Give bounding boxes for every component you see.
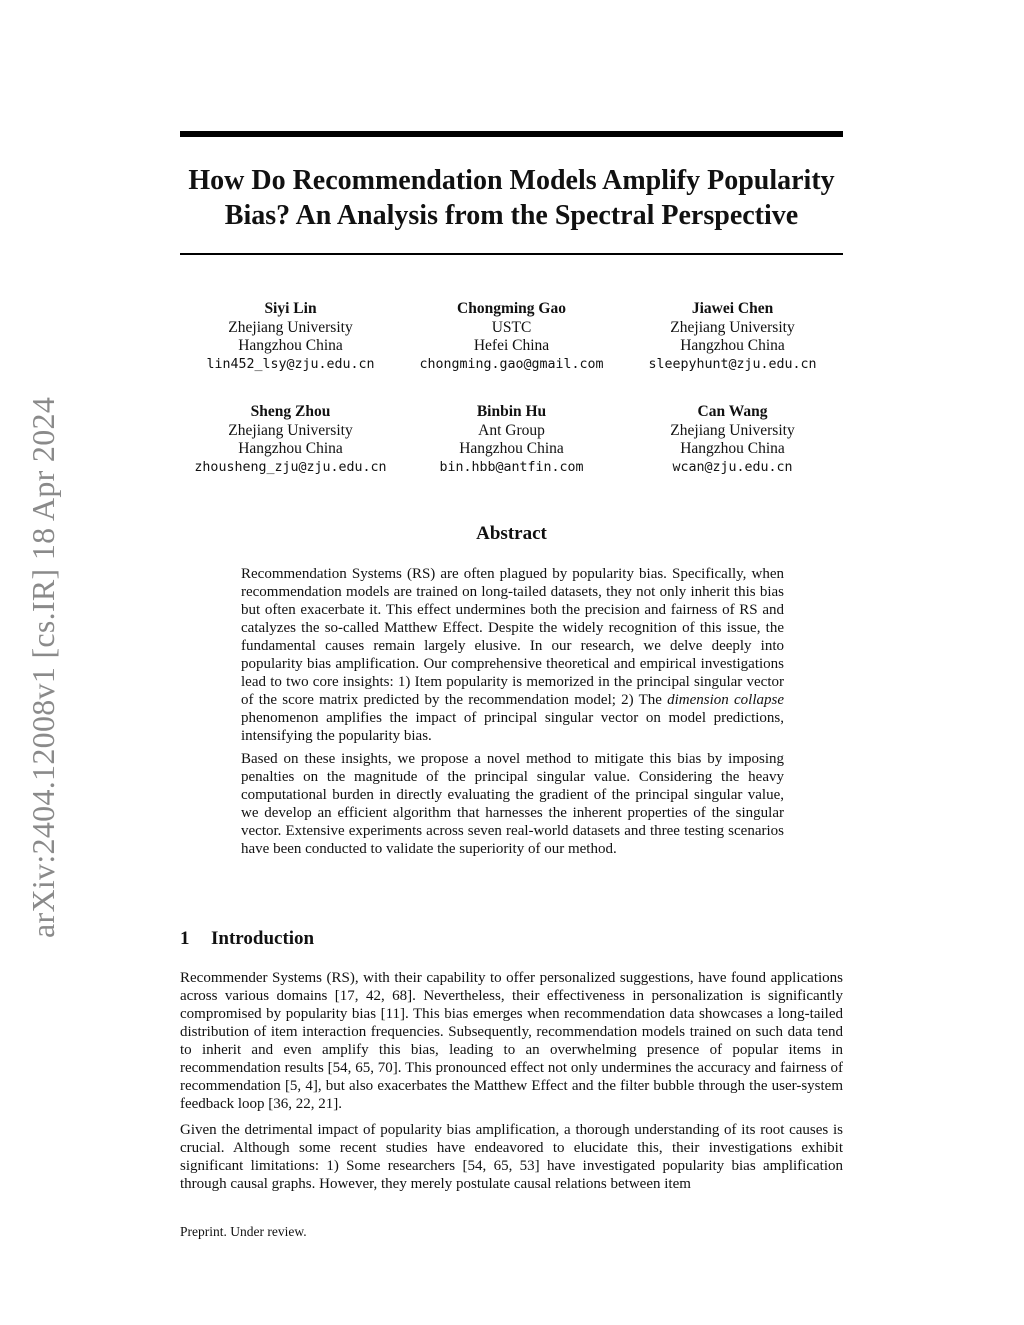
author-card [180,403,401,477]
paper-title: How Do Recommendation Models Amplify Popularity Bias? An Analysis from the Spectral Perspective [188,165,835,231]
author-location: Hefei China [473,337,550,354]
author-row-2 [180,403,843,477]
author-email: sleepyhunt@zju.edu.cn [648,356,817,372]
author-email: chongming.gao@gmail.com [419,356,604,372]
author-affiliation: Zhejiang University [670,421,795,439]
author-location: Hangzhou China [459,440,564,457]
arxiv-side-stamp: arXiv:2404.12008v1 [cs.IR] 18 Apr 2024 [25,396,61,938]
author-name: Can Wang [697,403,768,420]
author-name: Jiawei Chen [691,300,774,317]
author-card [180,300,401,374]
body-paragraph-2: Given the detrimental impact of popularity bias amplification, a thorough understanding of its root causes is crucial. Although some recent studies have endeavored to elucidate this, their investigations exhibit significant limitations: 1) Some researchers [54, 65, 53] have investigated popularity bias amplification through causal graphs. However, they merely postulate causal relations between item [180,1122,843,1192]
author-affiliation: Ant Group [478,421,545,439]
title-top-rule [180,131,843,137]
author-block [180,300,843,506]
author-email: zhousheng_zju@zju.edu.cn [194,459,387,475]
author-affiliation: Zhejiang University [228,318,353,336]
author-name: Siyi Lin [264,300,317,317]
author-affiliation: Zhejiang University [228,421,353,439]
introduction-body [180,969,843,1201]
section-title: Introduction [211,928,315,949]
author-name: Sheng Zhou [250,403,331,420]
author-name: Binbin Hu [476,403,547,420]
author-location: Hangzhou China [680,337,785,354]
footer-note: Preprint. Under review. [180,1224,307,1239]
author-location: Hangzhou China [680,440,785,457]
abstract-heading: Abstract [476,523,547,544]
author-email: wcan@zju.edu.cn [672,459,793,475]
section-number: 1 [180,928,190,949]
abstract-paragraph-2: Based on these insights, we propose a novel method to mitigate this bias by imposing penalties on the magnitude of the principal singular value. Considering the heavy computational burden in directly evaluating the gradient of the principal singular value, we develop an efficient algorithm that harnesses the inherent properties of the singular vector. Extensive experiments across seven real-world datasets and three testing scenarios have been conducted to validate the superiority of our method. [241,751,784,857]
author-card [401,300,622,374]
abstract-text: Recommendation Systems (RS) are often plagued by popularity bias. Specifically, when recommendation models are trained on long-tailed datasets, they not only inherit this bias but often exacerbate it. This effect undermines both the precision and fairness of RS and catalyzes the so-called Matthew Effect. Despite the widely recognition of this issue, the fundamental causes remain largely elusive. In our research, we delve deeply into popularity bias amplification. Our comprehensive theoretical and empirical investigations lead to two core insights: 1) Item popularity is memorized in the principal singular vector of the score matrix predicted by the recommendation model; 2) The [241,566,784,708]
abstract-text: phenomenon amplifies the impact of principal singular vector on model predictions, intensifying the popularity bias. [241,710,784,744]
author-card [401,403,622,477]
section-heading-introduction [180,928,314,950]
abstract-paragraph-1 [241,565,784,745]
author-card [622,403,843,477]
abstract-emphasis: dimension collapse [667,692,784,708]
author-affiliation: Zhejiang University [670,318,795,336]
author-card [622,300,843,374]
author-email: lin452_lsy@zju.edu.cn [206,356,375,372]
title-bottom-rule [180,253,843,255]
abstract-body [241,565,784,863]
author-row-1 [180,300,843,374]
author-email: bin.hbb@antfin.com [439,459,584,475]
body-paragraph-1: Recommender Systems (RS), with their capability to offer personalized suggestions, have found applications across various domains [17, 42, 68]. Nevertheless, their effectiveness in personalization is significantly compromised by popularity bias [11]. This bias emerges when recommendation data showcases a long-tailed distribution of item interaction frequencies. Subsequently, recommendation models trained on such data tend to inherit and even amplify this bias, leading to an overwhelming presence of popular items in recommendation results [54, 65, 70]. This pronounced effect not only undermines the accuracy and fairness of recommendation [5, 4], but also exacerbates the Matthew Effect and the filter bubble through the user-system feedback loop [36, 22, 21]. [180,970,843,1112]
author-affiliation: USTC [491,318,532,336]
author-location: Hangzhou China [238,440,343,457]
author-location: Hangzhou China [238,337,343,354]
author-name: Chongming Gao [457,300,566,317]
